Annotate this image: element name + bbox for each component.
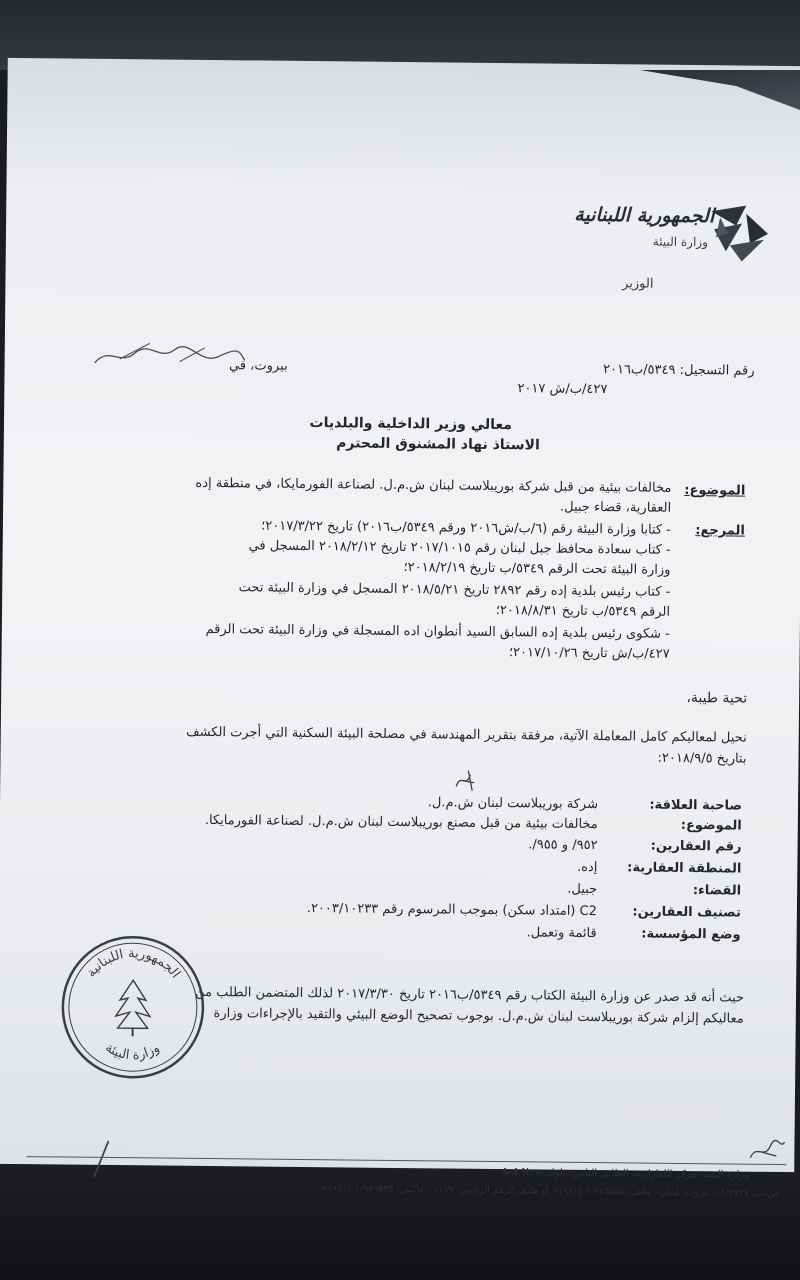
detail-value: إده. xyxy=(576,859,598,876)
detail-value: C2 (امتداد سكن) بموجب المرسوم رقم ٢٠٠٣/١٠٢٣٣. xyxy=(306,901,597,920)
reference-label: المرجع: xyxy=(695,523,745,539)
minister-label: الوزير xyxy=(622,276,654,292)
svg-text:الجمهورية اللبنانية xyxy=(84,946,184,982)
body-paragraph-line-1: نحيل لمعاليكم كامل المعاملة الآتية، مرفقة بتقرير المهندسة في مصلحة البيئة السكنية التي أجرت الكشف xyxy=(186,724,747,746)
stamp-bottom-text: وزارة البيئة xyxy=(102,1040,163,1064)
stamp-top-text: الجمهورية اللبنانية xyxy=(83,946,183,982)
reference-line: - كتابا وزارة البيئة رقم (٦/ب/ش٢٠١٦ ورقم ٥٣٤٩/ب٢٠١٦) تاريخ ٢٠١٧/٣/٢٢؛ xyxy=(261,518,671,538)
ministry-stamp-icon xyxy=(57,931,209,1083)
footer-divider xyxy=(26,1156,786,1165)
detail-value: جبيل. xyxy=(567,881,598,898)
subject-label: الموضوع: xyxy=(684,482,746,499)
addressee-line-1: معالي وزير الداخلية والبلديات xyxy=(309,415,513,434)
subject-line-1: مخالفات بيئية من قبل شركة بوريبلاست لبنان ش.م.ل. لصناعة الفورمايكا، في منطقة إده xyxy=(195,475,672,496)
reference-line: ٤٢٧/ب/ش تاريخ ٢٠١٧/١٠/٢٦؛ xyxy=(508,645,670,662)
detail-value: مخالفات بيئية من قبل مصنع بوريبلاست لبنان ش.م.ل. لصناعة الفورمايكا. xyxy=(204,812,598,833)
body-paragraph-line-2: بتاريخ ٢٠١٨/٩/٥: xyxy=(657,750,747,767)
detail-label: رقم العقارين: xyxy=(650,838,742,855)
reference-line: وزارة البيئة تحت الرقم ٥٣٤٩/ب تاريخ ٢٠١٨/٢/١٩؛ xyxy=(403,560,671,578)
registration-number: رقم التسجيل: ٥٣٤٩/ب٢٠١٦ xyxy=(602,362,755,379)
footer-address: وزارة البيئة، مركز اللعازارية، الطابق الثامن، بلوك A-4 New xyxy=(501,1167,750,1181)
greeting: تحية طيبة، xyxy=(686,689,748,707)
detail-value: قائمة وتعمل. xyxy=(526,925,597,942)
detail-label: صاحبة العلاقة: xyxy=(649,797,743,814)
closing-line-2: معاليكم إلزام شركة بوريبلاست لبنان ش.م.ل. بوجوب تصحيح الوضع البيئي والتقيد بالإجراءات وزارة xyxy=(213,1006,744,1027)
svg-text:وزارة البيئة xyxy=(102,1040,162,1063)
reference-line: - كتاب رئيس بلدية إده رقم ٢٨٩٢ تاريخ ٢٠١٨/٥/٢١ المسجل في وزارة البيئة تحت xyxy=(238,580,671,600)
initials-handwriting xyxy=(450,767,480,793)
subject-line-2: العقارية، قضاء جبيل. xyxy=(559,499,672,516)
date-handwriting xyxy=(90,341,250,373)
letter-page xyxy=(0,58,800,1199)
ministry-name: وزارة البيئة xyxy=(652,234,708,250)
city-date: بيروت، في xyxy=(228,358,288,374)
ministry-logo-icon xyxy=(706,203,773,264)
footer-contact: ص.ب: ١١/٢٧٢٧، بيروت، لبنان - هاتف: ٩٧٦٥٥٥-١-(٩٦١)+ أو هاتف الرقم الرباعي: ١٧٨٩ - فاكس: ٩٧٦٥٣٥-١-(٩٦١)+ xyxy=(320,1183,780,1199)
detail-value: شركة بوريبلاست لبنان ش.م.ل. xyxy=(427,795,599,813)
reference-line: - شكوى رئيس بلدية إده السابق السيد أنطوان اده المسجلة في وزارة البيئة تحت الرقم xyxy=(205,621,670,642)
background-bottom xyxy=(0,1165,800,1280)
detail-label: وضع المؤسسة: xyxy=(641,926,741,943)
detail-value: ٩٥٢/ و ٩٥٥/. xyxy=(528,837,598,854)
signature-mark-right xyxy=(746,1136,786,1166)
signature-mark xyxy=(86,1139,116,1179)
detail-label: الموضوع: xyxy=(680,817,742,834)
detail-label: القضاء: xyxy=(692,883,742,899)
addressee-line-2: الاستاذ نهاد المشنوق المحترم xyxy=(336,435,540,454)
closing-line-1: حيث أنه قد صدر عن وزارة البيئة الكتاب رقم ٥٣٤٩/ب٢٠١٦ تاريخ ٢٠١٧/٣/٣٠ لذلك المتضمن الطلب من xyxy=(195,984,745,1006)
republic-title: الجمهورية اللبنانية xyxy=(574,203,715,228)
detail-label: المنطقة العقارية: xyxy=(627,860,742,877)
registration-number-2: ٤٢٧/ب/ش ٢٠١٧ xyxy=(517,381,608,398)
reference-line: الرقم ٥٣٤٩/ب تاريخ ٢٠١٨/٨/٣١؛ xyxy=(495,602,671,620)
reference-line: - كتاب سعادة محافظ جبل لبنان رقم ٢٠١٧/١٠١٥ تاريخ ٢٠١٨/٢/١٢ المسجل في xyxy=(248,538,671,558)
detail-label: تصنيف العقارين: xyxy=(632,904,741,921)
